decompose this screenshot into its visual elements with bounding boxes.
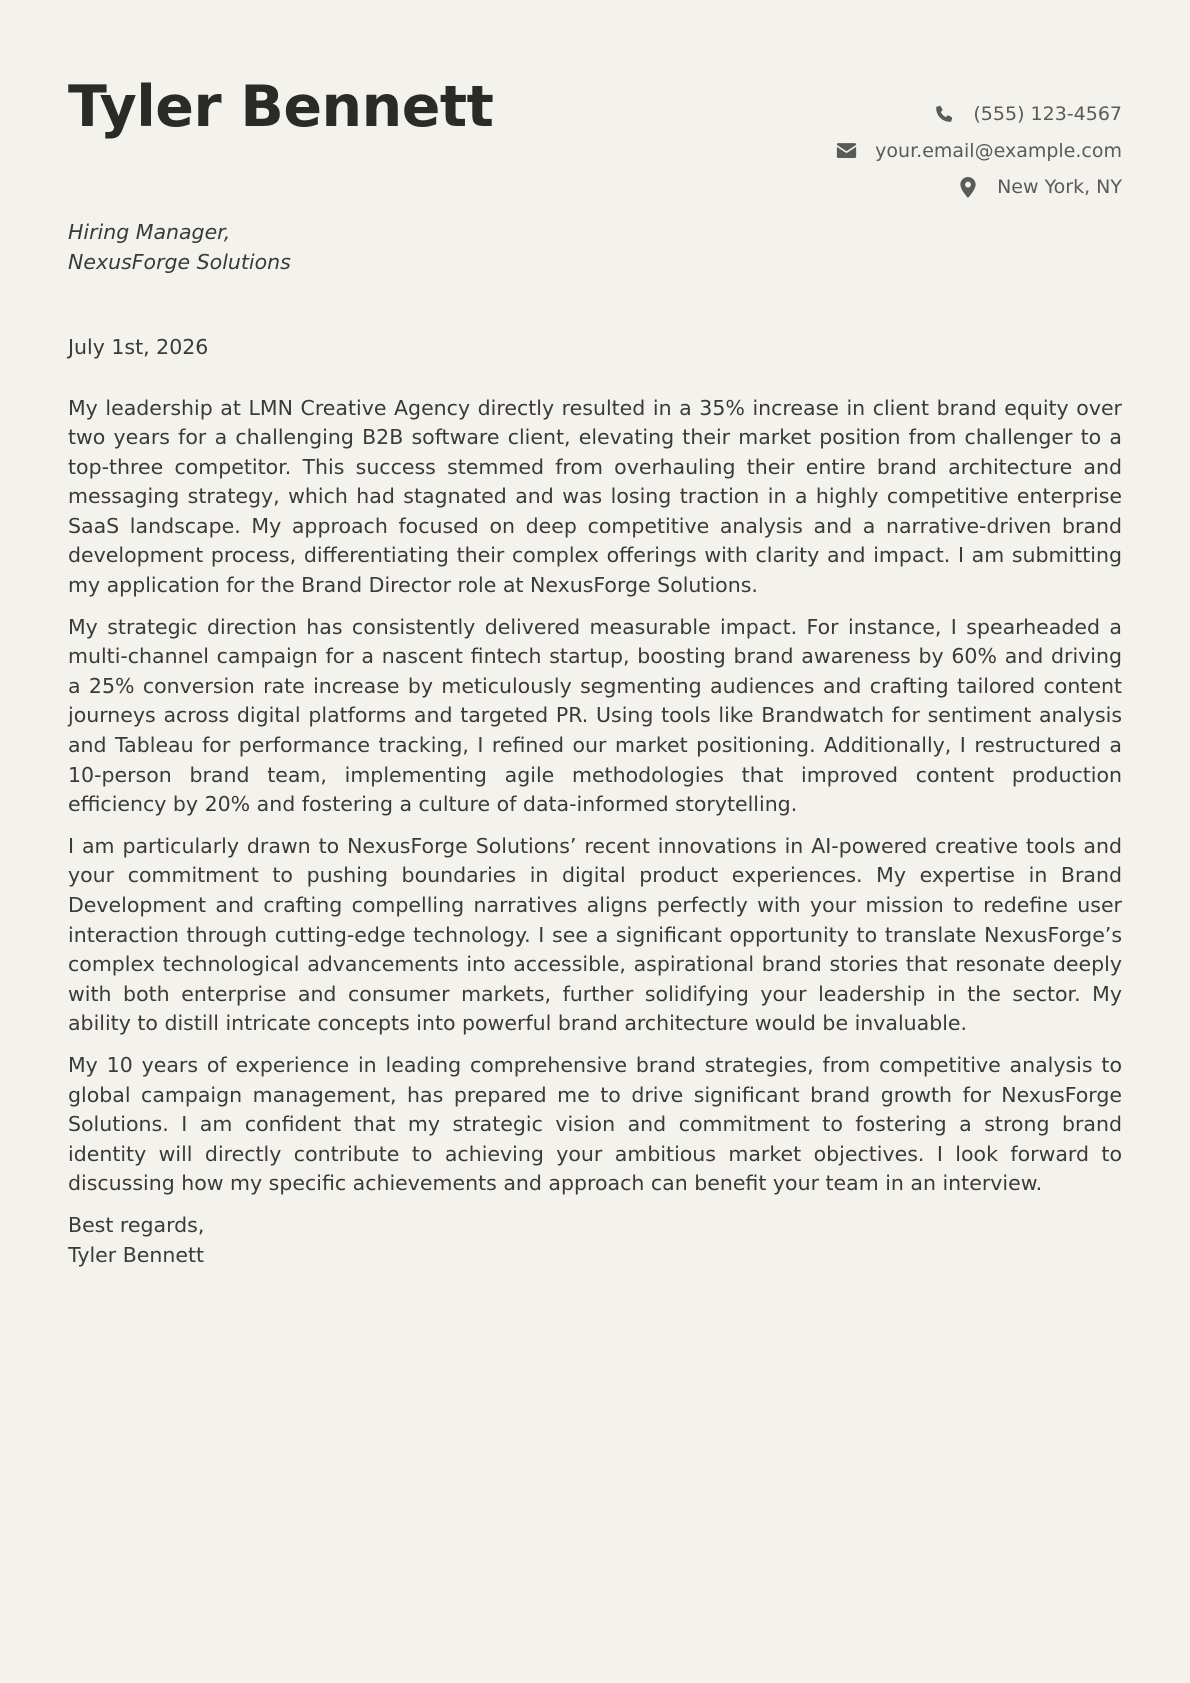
contact-location	[957, 169, 1122, 206]
phone-number: (555) 123-4567	[973, 103, 1122, 126]
letter-date: July 1st, 2026	[68, 335, 209, 359]
location-text: New York, NY	[997, 176, 1122, 199]
body-paragraph: My 10 years of experience in leading comprehensive brand strategies, from competitive analysis to global campaign management, has prepared me to drive significant brand growth for NexusForge Solutions. I am confident that my strategic vision and commitment to fostering a strong brand identity will directly contribute to achieving your ambitious market objectives. I look forward to discussing how my specific achievements and approach can benefit your team in an interview.	[68, 1052, 1122, 1196]
closing-salutation: Best regards,	[68, 1212, 205, 1237]
recipient-title: Hiring Manager,	[68, 220, 231, 244]
contact-phone	[933, 96, 1122, 133]
body-paragraph: My strategic direction has consistently delivered measurable impact. For instance, I spearheaded a multi-channel campaign for a nascent fintech startup, boosting brand awareness by 60% and driving a 25% conversion rate increase by meticulously segmenting audiences and crafting tailored content journeys across digital platforms and targeted PR. Using tools like Brandwatch for sentiment analysis and Tableau for performance tracking, I refined our market positioning. Additionally, I restructured a 10-person brand team, implementing agile methodologies that improved content production efficiency by 20% and fostering a culture of data-informed storytelling.	[68, 614, 1122, 817]
phone-icon	[933, 103, 955, 125]
body-paragraph: I am particularly drawn to NexusForge Solutions’ recent innovations in AI-powered creative tools and your commitment to pushing boundaries in digital product experiences. My expertise in Brand Development and crafting compelling narratives aligns perfectly with your mission to redefine user interaction through cutting-edge technology. I see a significant opportunity to translate NexusForge’s complex technological advancements into accessible, aspirational brand stories that resonate deeply with both enterprise and consumer markets, further solidifying your leadership in the sector. My ability to distill intricate concepts into powerful brand architecture would be invaluable.	[68, 833, 1122, 1036]
applicant-name: Tyler Bennett	[68, 74, 494, 140]
letter-body	[68, 394, 1122, 1199]
envelope-icon	[835, 140, 857, 162]
contact-info	[835, 96, 1122, 206]
contact-email	[835, 133, 1122, 170]
body-paragraph: My leadership at LMN Creative Agency directly resulted in a 35% increase in client brand equity over two years for a challenging B2B software client, elevating their market position from challenger to a top-three competitor. This success stemmed from overhauling their entire brand architecture and messaging strategy, which had stagnated and was losing traction in a highly competitive enterprise SaaS landscape. My approach focused on deep competitive analysis and a narrative-driven brand development process, differentiating their complex offerings with clarity and impact. I am submitting my application for the Brand Director role at NexusForge Solutions.	[68, 395, 1122, 598]
letter-closing	[68, 1211, 1122, 1270]
map-pin-icon	[957, 176, 979, 198]
email-address: your.email@example.com	[875, 139, 1122, 162]
recipient-company: NexusForge Solutions	[68, 249, 291, 274]
recipient-block	[68, 218, 1122, 277]
closing-signature: Tyler Bennett	[68, 1242, 205, 1267]
letter-header	[68, 0, 1122, 200]
